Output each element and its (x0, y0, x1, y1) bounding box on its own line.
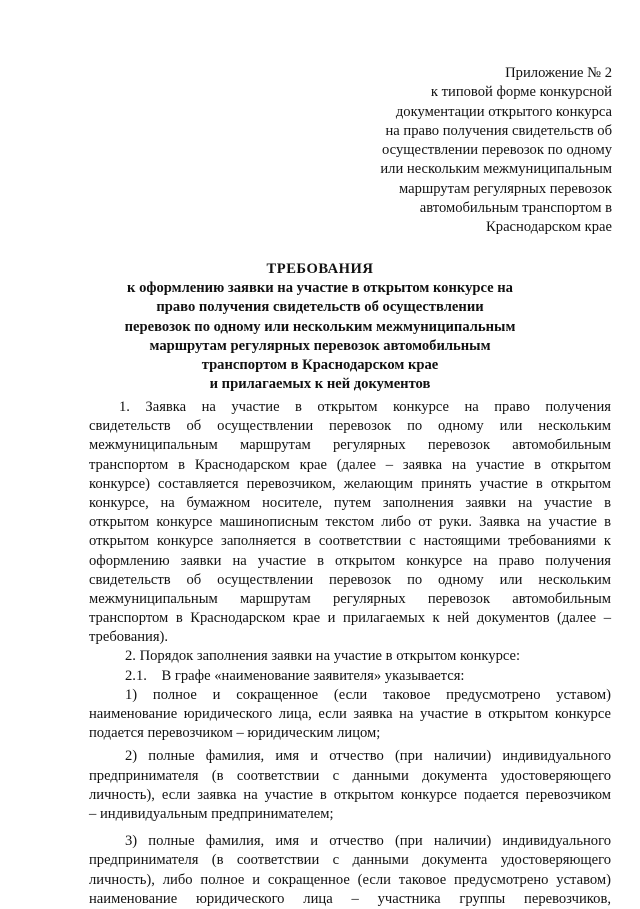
text-line: наименование юридического лица, если заявка на участие в открытом конкурсе (89, 706, 611, 722)
text-line: – индивидуальным предпринимателем; (89, 805, 334, 822)
document-title (110, 260, 530, 394)
title-line: к оформлению заявки на участие в открытом конкурсе на (127, 280, 513, 297)
text-line: межмуниципальным маршрутам регулярных перевозок автомобильным (89, 437, 611, 454)
appendix-header (350, 64, 612, 238)
text-line: открытом конкурсе заполняется в соответствии с настоящими требованиями к (89, 533, 611, 550)
title-line: право получения свидетельств об осуществлении (156, 299, 484, 316)
text-line: 3) полные фамилия, имя и отчество (при наличии) индивидуального (125, 833, 611, 850)
text-line: свидетельств об осуществлении перевозок по одному или нескольким (89, 571, 611, 588)
paragraph-1 (89, 398, 611, 647)
title-line: и прилагаемых к ней документов (209, 376, 431, 393)
paragraph-2-1: 2.1. В графе «наименование заявителя» указывается: (125, 667, 465, 684)
appendix-line: маршрутам регулярных перевозок (399, 180, 612, 197)
text-line: открытом конкурсе машинописным текстом либо от руки. Заявка на участие в (89, 514, 611, 531)
appendix-line: Краснодарском крае (486, 219, 612, 236)
text-line: 1. Заявка на участие в открытом конкурсе на право получения (119, 399, 611, 415)
appendix-line: Приложение № 2 (505, 65, 612, 81)
appendix-line: автомобильным транспортом в (419, 200, 612, 217)
text-line: конкурсе, на бумажном носителе, путем заполнения заявки на участие в (89, 494, 611, 511)
title-line: перевозок по одному или нескольким межмуниципальным (124, 318, 516, 335)
text-line: транспортом в Краснодарском крае и прилагаемых к ней документов (далее – (89, 610, 611, 627)
text-line: оформлению заявки на участие в открытом конкурсе на право получения (89, 552, 611, 569)
document-body (89, 398, 611, 909)
text-line: 2) полные фамилия, имя и отчество (при наличии) индивидуального (125, 748, 611, 765)
title-line: маршрутам регулярных перевозок автомобильным (149, 337, 491, 354)
appendix-line: или нескольким межмуниципальным (380, 161, 612, 178)
title-line: транспортом в Краснодарском крае (201, 357, 439, 374)
title-heading: ТРЕБОВАНИЯ (266, 261, 374, 277)
text-line: личность), либо полное и сокращенное (если таковое предусмотрено уставом) (89, 871, 611, 888)
text-line: свидетельств об осуществлении перевозок по одному или нескольким (89, 418, 611, 435)
text-line: личность), если заявка на участие в открытом конкурсе подается перевозчиком (89, 786, 611, 803)
appendix-line: документации открытого конкурса (395, 103, 612, 120)
text-line: предпринимателя (в соответствии с данными документа удостоверяющего (89, 852, 611, 869)
text-line: подается перевозчиком – юридическим лицом; (89, 725, 381, 742)
text-line: предпринимателя (в соответствии с данными документа удостоверяющего (89, 767, 611, 784)
appendix-line: к типовой форме конкурсной (430, 84, 612, 101)
text-line: транспортом в Краснодарском крае (далее – заявка на участие в открытом (89, 456, 611, 473)
text-line: требования). (89, 629, 169, 646)
list-item-2 (89, 747, 611, 824)
text-line: 1) полное и сокращенное (если таковое предусмотрено уставом) (125, 686, 611, 703)
list-item-1 (89, 686, 611, 744)
paragraph-2: 2. Порядок заполнения заявки на участие в открытом конкурсе: (125, 648, 521, 665)
text-line: наименование юридического лица – участника группы перевозчиков, (89, 890, 611, 907)
appendix-line: на право получения свидетельств об (385, 122, 612, 139)
appendix-line: осуществлении перевозок по одному (382, 142, 612, 159)
list-item-3 (89, 832, 611, 909)
text-line: межмуниципальным маршрутам регулярных перевозок автомобильным (89, 590, 611, 607)
text-line: конкурсе) составляется перевозчиком, желающим принять участие в открытом (89, 475, 611, 492)
